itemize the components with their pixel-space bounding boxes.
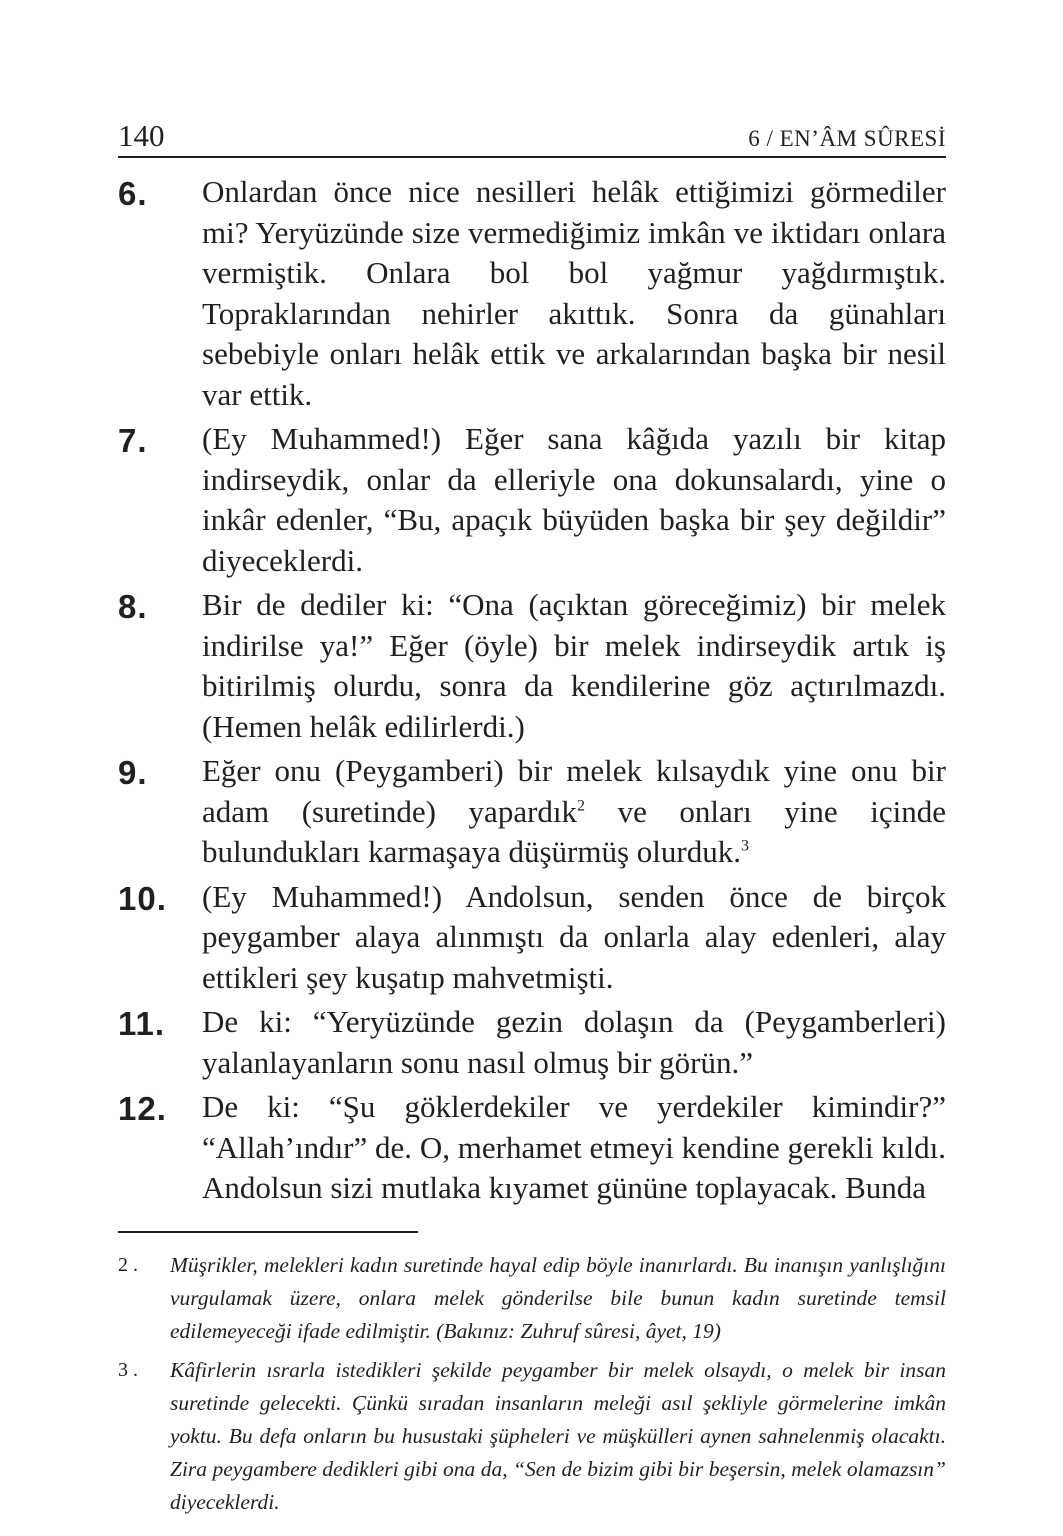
page-number: 140 [118,118,165,153]
verse-8 [118,585,946,747]
verse-number: 12. [118,1090,167,1127]
verse-text-part: ve onları yine içinde bulundukları karmaşaya düşürmüş olurduk. [202,793,946,869]
verse-9 [118,751,946,873]
verse-number: 9. [118,754,148,791]
footnote-text: Müşrikler, melekleri kadın suretinde hayal edip böyle inanırlardı. Bu inanışın yanlışlığını vurgulamak üzere, onlara melek gönderilse bile bunun kadın suretinde temsil edilemeyeceği ifade edilmiştir. (Bakınız: Zuhruf sûresi, âyet, 19) [170,1252,946,1343]
verse-text: (Ey Muhammed!) Andolsun, senden önce de birçok peygamber alaya alınmıştı da onlarla alay edenleri, alay ettikleri şey kuşatıp mahvetmişti. [202,878,946,995]
footnote-2 [118,1249,946,1348]
footnote-3 [118,1354,946,1519]
verse-text: Onlardan önce nice nesilleri helâk ettiğimizi görmediler mi? Yeryüzünde size vermediğimiz imkân ve iktidarı onlara vermiştik. Onlara bol bol yağmur yağdırmıştık. Topraklarından nehirler akıttık. Sonra da günahları sebebiyle onları helâk ettik ve arkalarından başka bir nesil var ettik. [202,174,946,412]
verse-number: 6. [118,175,148,212]
verse-text: (Ey Muhammed!) Eğer sana kâğıda yazılı bir kitap indirseydik, onlar da elleriyle ona dokunsalardı, yine o inkâr edenler, “Bu, apaçık büyüden başka bir şey değildir” diyeceklerdi. [202,421,946,578]
verse-text [202,751,946,873]
verse-number: 8. [118,588,148,625]
verse-7 [118,419,946,581]
footnote-text: Kâfirlerin ısrarla istedikleri şekilde peygamber bir melek olsaydı, o melek bir insan suretinde gelecekti. Çünkü sıradan insanların meleği asıl şekliyle görmelerine imkân yoktu. Bu defa onların bu husustaki şüpheleri ve müşkülleri aynen sahnelenmiş olacaktı. Zira peygambere dedikleri gibi ona da, “Sen de bizim gibi bir beşersin, melek olamazsın” diyeceklerdi. [170,1357,946,1514]
verse-number: 10. [118,879,167,917]
footnote-list [118,1249,946,1519]
verse-text: De ki: “Yeryüzünde gezin dolaşın da (Peygamberleri) yalanlayanların sonu nasıl olmuş bir görün.” [202,1004,946,1080]
verse-number: 11. [118,1005,166,1042]
footnote-number: 2 . [118,1253,138,1276]
verse-text: Bir de dediler ki: “Ona (açıktan göreceğimiz) bir melek indirilse ya!” Eğer (öyle) bir melek indirseydik artık iş bitirilmiş olurdu, sonra da kendilerine göz açtırılmazdı. (Hemen helâk edilirlerdi.) [202,587,946,744]
verse-12 [118,1087,946,1209]
footnote-ref[interactable]: 3 [740,837,749,855]
verse-list [118,172,946,1209]
verse-6 [118,172,946,415]
page-header [118,112,946,158]
verse-number: 7. [118,422,148,459]
footnote-divider [118,1231,418,1233]
verse-text: De ki: “Şu göklerdekiler ve yerdekiler kimindir?” “Allah’ındır” de. O, merhamet etmeyi kendine gerekli kıldı. Andolsun sizi mutlaka kıyamet gününe toplayacak. Bunda [202,1089,946,1205]
verse-text-part: Eğer onu (Peygamberi) bir melek kılsaydık yine onu bir adam (suretinde) yapardık [202,753,946,829]
verse-11 [118,1002,946,1083]
running-title: 6 / EN’ÂM SÛRESİ [748,126,946,151]
footnote-number: 3 . [118,1358,138,1381]
book-page [118,112,946,1525]
verse-10 [118,877,946,999]
footnote-ref[interactable]: 2 [577,797,586,815]
